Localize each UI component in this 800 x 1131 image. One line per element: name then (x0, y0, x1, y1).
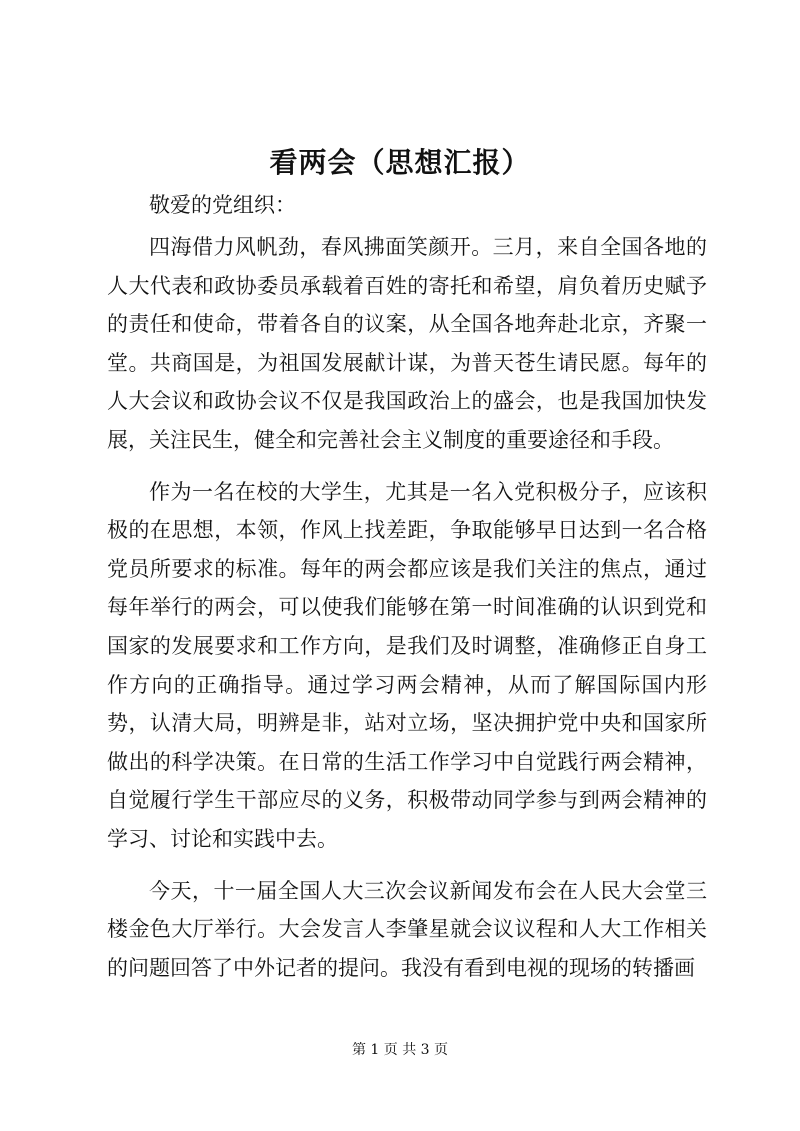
paragraph-2: 作为一名在校的大学生，尤其是一名入党积极分子，应该积极的在思想，本领，作风上找差距，争取能够早日达到一名合格党员所要求的标准。每年的两会都应该是我们关注的焦点，通过每年举行的两会，可以使我们能够在第一时间准确的认识到党和国家的发展要求和工作方向，是我们及时调整，准确修正自身工作方向的正确指导。通过学习两会精神，从而了解国际国内形势，认清大局，明辨是非，站对立场，坚决拥护党中央和国家所做出的科学决策。在日常的生活工作学习中自觉践行两会精神，自觉履行学生干部应尽的义务，积极带动同学参与到两会精神的学习、讨论和实践中去。 (107, 479, 707, 851)
page-footer: 第 1 页 共 3 页 (351, 1042, 449, 1058)
document-body (107, 186, 707, 1000)
paragraph-1: 四海借力风帆劲，春风拂面笑颜开。三月，来自全国各地的人大代表和政协委员承载着百姓的寄托和希望，肩负着历史赋予的责任和使命，带着各自的议案，从全国各地奔赴北京，齐聚一堂。共商国是，为祖国发展献计谋，为普天苍生请民愿。每年的人大会议和政协会议不仅是我国政治上的盛会，也是我国加快发展，关注民生，健全和完善社会主义制度的重要途径和手段。 (107, 235, 707, 452)
salutation: 敬爱的党组织： (149, 193, 296, 217)
document-title: 看两会（思想汇报） (269, 146, 531, 179)
paragraph-3: 今天，十一届全国人大三次会议新闻发布会在人民大会堂三楼金色大厅举行。大会发言人李肇星就会议议程和人大工作相关的问题回答了中外记者的提问。我没有看到电视的现场的转播画 (107, 878, 707, 980)
